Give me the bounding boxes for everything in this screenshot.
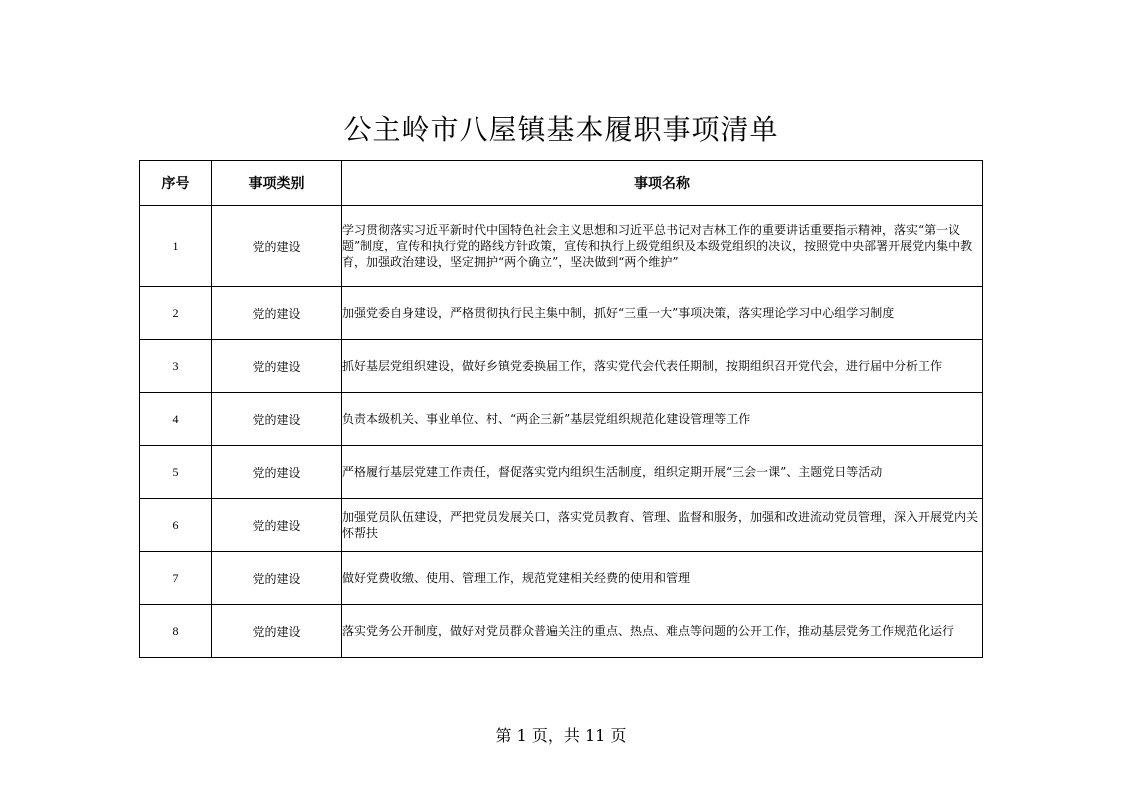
row-serial-number: 6 xyxy=(140,499,212,552)
header-category: 事项类别 xyxy=(212,161,342,206)
row-item-name: 抓好基层党组织建设，做好乡镇党委换届工作，落实党代会代表任期制，按期组织召开党代会，进行届中分析工作 xyxy=(342,340,983,393)
duties-table xyxy=(139,160,983,658)
table-row xyxy=(140,552,983,605)
row-serial-number: 1 xyxy=(140,206,212,287)
row-item-name: 加强党员队伍建设，严把党员发展关口，落实党员教育、管理、监督和服务，加强和改进流动党员管理，深入开展党内关怀帮扶 xyxy=(342,499,983,552)
table-header-row xyxy=(140,161,983,206)
document-title: 公主岭市八屋镇基本履职事项清单 xyxy=(343,113,779,146)
table-row xyxy=(140,340,983,393)
header-serial-number: 序号 xyxy=(140,161,212,206)
row-category: 党的建设 xyxy=(212,206,342,287)
table-row xyxy=(140,446,983,499)
row-item-name: 严格履行基层党建工作责任，督促落实党内组织生活制度，组织定期开展“三会一课”、主题党日等活动 xyxy=(342,446,983,499)
row-item-name: 负责本级机关、事业单位、村、“两企三新”基层党组织规范化建设管理等工作 xyxy=(342,393,983,446)
row-serial-number: 7 xyxy=(140,552,212,605)
row-category: 党的建设 xyxy=(212,499,342,552)
row-serial-number: 3 xyxy=(140,340,212,393)
table-row xyxy=(140,605,983,658)
page-number-footer: 第 1 页，共 11 页 xyxy=(495,726,627,745)
row-category: 党的建设 xyxy=(212,340,342,393)
row-category: 党的建设 xyxy=(212,393,342,446)
header-item-name: 事项名称 xyxy=(342,161,983,206)
row-item-name: 落实党务公开制度，做好对党员群众普遍关注的重点、热点、难点等问题的公开工作，推动基层党务工作规范化运行 xyxy=(342,605,983,658)
row-category: 党的建设 xyxy=(212,552,342,605)
row-serial-number: 4 xyxy=(140,393,212,446)
row-item-name: 加强党委自身建设，严格贯彻执行民主集中制，抓好“三重一大”事项决策，落实理论学习中心组学习制度 xyxy=(342,287,983,340)
row-category: 党的建设 xyxy=(212,605,342,658)
row-category: 党的建设 xyxy=(212,287,342,340)
row-item-name: 学习贯彻落实习近平新时代中国特色社会主义思想和习近平总书记对吉林工作的重要讲话重要指示精神，落实“第一议题”制度，宣传和执行党的路线方针政策，宣传和执行上级党组织及本级党组织的决议，按照党中央部署开展党内集中教育，加强政治建设，坚定拥护“两个确立”，坚决做到“两个维护” xyxy=(342,206,983,287)
table-row xyxy=(140,206,983,287)
row-serial-number: 5 xyxy=(140,446,212,499)
table-row xyxy=(140,287,983,340)
row-serial-number: 8 xyxy=(140,605,212,658)
row-category: 党的建设 xyxy=(212,446,342,499)
table-row xyxy=(140,393,983,446)
table-row xyxy=(140,499,983,552)
row-serial-number: 2 xyxy=(140,287,212,340)
row-item-name: 做好党费收缴、使用、管理工作，规范党建相关经费的使用和管理 xyxy=(342,552,983,605)
